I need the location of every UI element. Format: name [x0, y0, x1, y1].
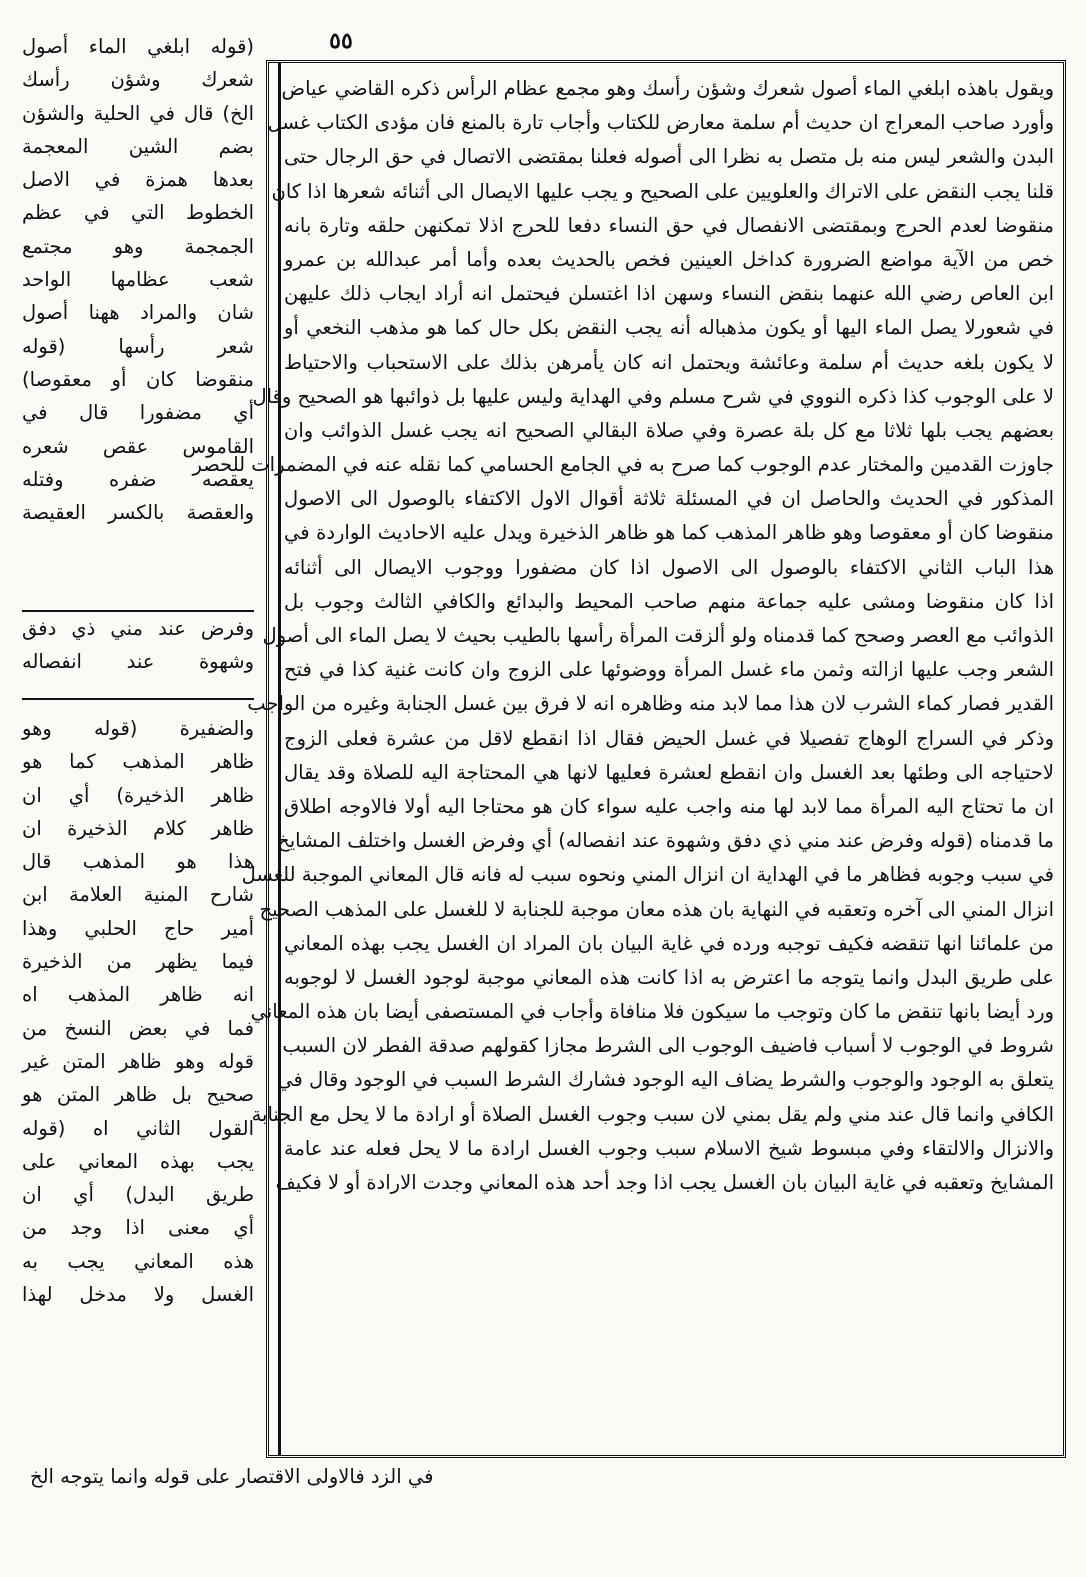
margin-line: ظاهر الذخيرة) أي ان: [22, 783, 254, 807]
margin-line: فما في بعض النسخ من: [22, 1016, 254, 1040]
margin-line: ظاهر كلام الذخيرة ان: [22, 816, 254, 840]
margin-line: شارح المنية العلامة ابن: [22, 883, 254, 907]
margin-line: والضفيرة (قوله وهو: [22, 717, 254, 740]
margin-line: شان والمراد ههنا أصول: [22, 301, 254, 325]
margin-line: صحيح بل ظاهر المتن هو: [22, 1083, 254, 1107]
main-text: [192, 72, 1054, 1200]
page-number: ٥٥: [329, 28, 353, 54]
main-text-line: في سبب وجوبه فظاهر ما في الهداية ان انزال المني ونحوه سبب له فانه قال المعاني الموجبة للغسل: [241, 863, 1054, 887]
main-text-line: ما قدمناه (قوله وفرض عند مني ذي دفق وشهوة عند انفصاله) أي وفرض الغسل واختلف المشايخ: [277, 829, 1054, 853]
main-text-line: القدير فصار كماء الشرب لان هذا مما لابد منه وظاهره انه لا فرق بين غسل الجنابة وغيره من الواجب: [247, 692, 1054, 716]
main-text-line: الذوائب مع العصر وصحح كما قدمناه ولو ألزقت المرأة رأسها بالطيب بحيث لا يصل الماء الى أصول: [262, 624, 1054, 647]
margin-line: شعب عظامها الواحد: [22, 268, 254, 292]
margin-divider-bottom: [22, 698, 254, 700]
main-text-line: بعضهم يجب بلها ثلاثا مع كل بلة عصرة وفي صلاة البقالي الصحيح انه يجب غسل الذوائب وان: [284, 418, 1054, 442]
margin-line: هذه المعاني يجب به: [22, 1249, 254, 1273]
margin-line: انه ظاهر المذهب اه: [22, 983, 254, 1007]
main-text-line: انزال المني الى آخره وتعقبه في النهاية بان هذه معان موجبة للجنابة لا للغسل على المذهب الصحيح: [259, 897, 1054, 921]
margin-matn-quote: [22, 612, 254, 679]
margin-line: الخ) قال في الحلية والشؤن: [22, 101, 254, 125]
main-text-line: الكافي وانما قال عند مني ولم يقل بمني لان سبب وجوب الغسل الصلاة أو ارادة ما لا يحل مع الجنابة: [251, 1102, 1054, 1126]
main-text-line: هذا الباب الثاني الاكتفاء بالوصول الى الاصول اذا كان مضفورا ووجوب الايصال الى أثنائه: [284, 555, 1054, 579]
margin-line: يجب بهذه المعاني على: [22, 1149, 254, 1173]
margin-line: الجمجمة وهو مجتمع: [22, 234, 254, 258]
main-text-line: من علمائنا انها تنقضه فكيف توجبه ورده في غاية البيان بان المراد ان الغسل يجب بهذه المعاني: [284, 931, 1054, 955]
margin-line: الخطوط التي في عظم: [22, 201, 254, 225]
main-text-line: شروط في الوجوب لا أسباب فاضيف الوجوب الى الشرط مجازا كقولهم صدقة الفطر لان السبب: [282, 1034, 1054, 1058]
margin-line: القول الثاني اه (قوله: [22, 1116, 254, 1140]
main-text-line: وذكر في السراج الوهاج تفصيلا في غسل الحيض فقال اذا انقطع لاقل من عشرة فعلى الزوج: [284, 726, 1054, 750]
margin-commentary-top: [22, 30, 254, 529]
main-text-line: المشايخ وتعقبه في غاية البيان بان الغسل يجب اذا وجد أحد هذه المعاني وجدت الارادة أو لا فكيف: [275, 1171, 1054, 1194]
margin-quote-line: وشهوة عند انفصاله: [22, 650, 254, 674]
margin-line: طريق البدل) أي ان: [22, 1183, 254, 1207]
main-text-line: لاحتياجه الى وطئها بعد الغسل وان انقطع لعشرة فعليها لانها هي المحتاجة اليه للصلاة وقد يقال: [284, 760, 1054, 784]
margin-line: منقوضا كان أو معقوصا): [22, 367, 254, 391]
margin-line: أمير حاج الحلبي وهذا: [22, 916, 254, 940]
margin-line: القاموس عقص شعره: [22, 434, 254, 458]
margin-line: بضم الشين المعجمة: [22, 134, 254, 158]
main-text-line: البدن والشعر ليس منه بل متصل به نظرا الى أصوله فعلنا بمقتضى الاتصال في حق الرجال حتى: [284, 145, 1054, 169]
main-text-line: في شعورلا يصل الماء اليها أو يكون مذهباله أنه يجب النقض بكل حال كما هو مذهب النخعي أو: [284, 316, 1054, 340]
margin-line: والعقصة بالكسر العقيصة: [22, 501, 254, 525]
margin-line: (قوله ابلغي الماء أصول: [22, 35, 254, 58]
main-text-line: جاوزت القدمين والمختار عدم الوجوب كما صرح به في الجامع الحسامي كما نقله عنه في المضمرات للحصر: [192, 453, 1054, 477]
main-text-line: ان ما تحتاج اليه المرأة مما لابد لها منه واجب عليه سواء كان هو محتاجا اليه أولا فالاوجه اطلاق: [284, 794, 1054, 818]
footer-continuation: في الزد فالاولى الاقتصار على قوله وانما يتوجه الخ: [30, 1465, 434, 1488]
main-text-line: المذكور في الحديث والحاصل ان في المسئلة ثلاثة أقوال الاول الاكتفاء بالوصول الى الاصول: [284, 487, 1054, 511]
margin-line: قوله وهو ظاهر المتن غير: [22, 1049, 254, 1073]
main-text-line: وأورد صاحب المعراج ان حديث أم سلمة معارض للكتاب وأجاب تارة بالمنع فان مؤدى الكتاب غسل: [267, 111, 1054, 135]
margin-commentary-bottom: [22, 712, 254, 1311]
main-text-line: ويقول باهذه ابلغي الماء أصول شعرك وشؤن رأسك وهو مجمع عظام الرأس ذكره القاضي عياض: [281, 77, 1054, 100]
margin-line: شعر رأسها (قوله: [22, 334, 254, 358]
margin-line: هذا هو المذهب قال: [22, 850, 254, 874]
main-text-line: قلنا يجب النقض على الاتراك والعلويين على الصحيح و يجب عليها الايصال الى أثنائه شعرها اذا كان: [271, 179, 1054, 203]
main-text-line: ابن العاص رضي الله عنهما بنقض النساء وسهن اذا اغتسلن فيحتمل انه أراد ايجاب ذلك عليهن: [284, 282, 1054, 306]
main-text-line: لا يكون بلغه حديث أم سلمة وعائشة ويحتمل انه كان يأمرهن بذلك على الاستحباب والاحتياط: [284, 350, 1054, 374]
main-text-line: منقوضا كان أو معقوصا وهو ظاهر المذهب كما هو ظاهر الذخيرة ويدل عليه الاحاديث الواردة في: [284, 521, 1054, 545]
margin-line: الغسل ولا مدخل لهذا: [22, 1283, 254, 1307]
margin-line: أي معنى اذا وجد من: [22, 1216, 254, 1240]
main-text-line: الشعر وجب عليها ازالته وثمن ماء غسل المرأة ووضوئها على الزوج وان كانت غنية كذا في فتح: [284, 658, 1054, 682]
margin-line: أي مضفورا قال في: [22, 401, 254, 425]
main-text-line: يتعلق به الوجود والوجوب والشرط يضاف اليه الوجود فشارك الشرط السبب في الوجود وقال في: [277, 1068, 1054, 1092]
main-text-line: والانزال والالتقاء وفي مبسوط شيخ الاسلام سبب وجوب الغسل ارادة ما لا يحل فعله عند عامة: [284, 1136, 1054, 1160]
margin-line: فيما يظهر من الذخيرة: [22, 950, 254, 974]
main-text-line: خص من الآية مواضع الضرورة كداخل العينين فخص بالحديث بعده وأما أمر عبدالله بن عمرو: [284, 247, 1054, 271]
margin-line: يعقصه ضفره وفتله: [22, 467, 254, 491]
margin-line: شعرك وشؤن رأسك: [22, 68, 254, 92]
main-text-line: منقوضا لعدم الحرج وبمقتضى الانفصال في حق النساء دفعا للحرج اذلا تمكنهن حلقه وتارة بانه: [284, 213, 1054, 237]
main-text-line: اذا كان منقوضا ومشى عليه جماعة منهم صاحب المحيط والبدائع والكافي الثالث وجوب بل: [284, 589, 1054, 613]
main-text-line: على طريق البدل وانما يتوجه ما اعترض به اذا كانت هذه المعاني موجبة لوجود الغسل لا لوجوبه: [284, 965, 1054, 989]
margin-line: بعدها همزة في الاصل: [22, 168, 254, 192]
main-text-line: لا على الوجوب كذا ذكره النووي في شرح مسلم وفي الهداية وليس عليها بل ذوائبها هو الصحيح وقال: [252, 384, 1054, 408]
main-text-line: ورد أيضا بانها تنقض ما كان وتوجب ما سيكون فلا منافاة وأجاب في المستصفى أيضا بان هذه المعاني: [250, 1000, 1054, 1024]
margin-quote-line: وفرض عند مني ذي دفق: [22, 617, 254, 640]
margin-line: ظاهر المذهب كما هو: [22, 750, 254, 774]
